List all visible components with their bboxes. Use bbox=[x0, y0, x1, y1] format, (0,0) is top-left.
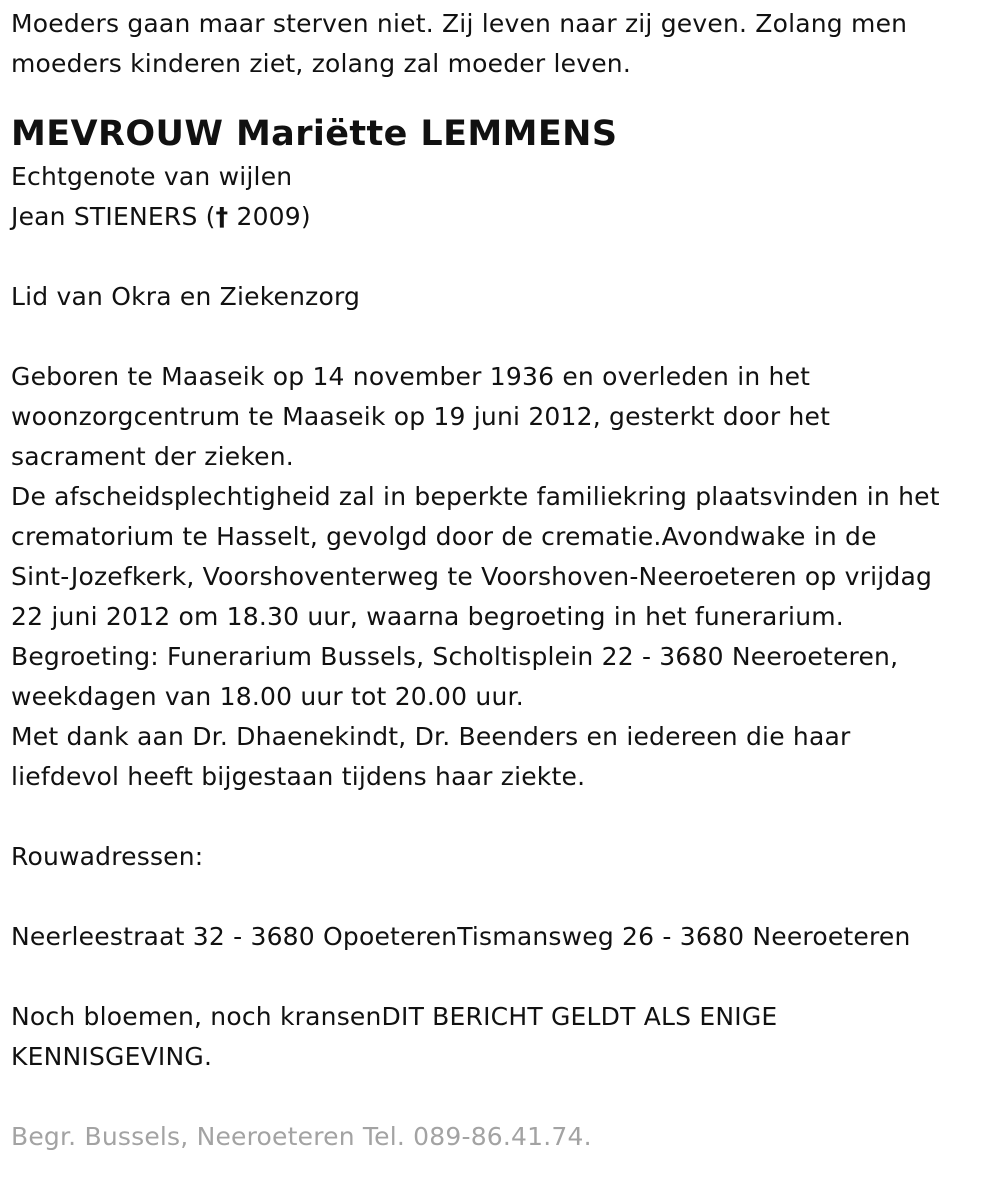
detail-line: woonzorgcentrum te Maaseik op 19 juni 2012, gesterkt door het bbox=[11, 402, 831, 431]
spacer bbox=[11, 1077, 995, 1117]
cross-icon: † bbox=[215, 202, 229, 231]
quote-line-1: Moeders gaan maar sterven niet. Zij leven naar zij geven. Zolang men bbox=[11, 9, 908, 38]
spouse-name: Jean STIENERS ( bbox=[11, 202, 216, 231]
addresses-label: Rouwadressen: bbox=[11, 842, 204, 871]
detail-line: Begroeting: Funerarium Bussels, Scholtisplein 22 - 3680 Neeroeteren, bbox=[11, 642, 899, 671]
closing-line-2: KENNISGEVING. bbox=[11, 1042, 213, 1071]
obituary-details bbox=[11, 357, 995, 797]
closing-line-1: Noch bloemen, noch kransenDIT BERICHT GELDT ALS ENIGE bbox=[11, 1002, 778, 1031]
spacer bbox=[11, 797, 995, 837]
detail-line: liefdevol heeft bijgestaan tijdens haar ziekte. bbox=[11, 762, 586, 791]
detail-line: Sint-Jozefkerk, Voorshoventerweg te Voorshoven-Neeroeteren op vrijdag bbox=[11, 562, 933, 591]
detail-line: Met dank aan Dr. Dhaenekindt, Dr. Beenders en iedereen die haar bbox=[11, 722, 851, 751]
funeral-home-footer: Begr. Bussels, Neeroeteren Tel. 089-86.41.74. bbox=[11, 1122, 592, 1151]
detail-line: crematorium te Hasselt, gevolgd door de crematie.Avondwake in de bbox=[11, 522, 877, 551]
detail-line: De afscheidsplechtigheid zal in beperkte familiekring plaatsvinden in het bbox=[11, 482, 940, 511]
spacer bbox=[11, 237, 995, 277]
spouse-year: 2009) bbox=[228, 202, 311, 231]
detail-line: 22 juni 2012 om 18.30 uur, waarna begroeting in het funerarium. bbox=[11, 602, 844, 631]
spouse-label: Echtgenote van wijlen bbox=[11, 162, 293, 191]
spouse-line bbox=[11, 197, 995, 237]
spacer bbox=[11, 877, 995, 917]
quote-line-2: moeders kinderen ziet, zolang zal moeder leven. bbox=[11, 49, 631, 78]
detail-line: weekdagen van 18.00 uur tot 20.00 uur. bbox=[11, 682, 524, 711]
obituary-notice bbox=[11, 4, 995, 1157]
detail-line: Geboren te Maaseik op 14 november 1936 en overleden in het bbox=[11, 362, 811, 391]
detail-line: sacrament der zieken. bbox=[11, 442, 294, 471]
memorial-quote bbox=[11, 4, 995, 84]
spacer bbox=[11, 957, 995, 997]
membership-text: Lid van Okra en Ziekenzorg bbox=[11, 282, 361, 311]
mourning-addresses: Neerleestraat 32 - 3680 OpoeterenTismansweg 26 - 3680 Neeroeteren bbox=[11, 922, 911, 951]
deceased-name: MEVROUW Mariëtte LEMMENS bbox=[11, 114, 618, 154]
spacer bbox=[11, 317, 995, 357]
